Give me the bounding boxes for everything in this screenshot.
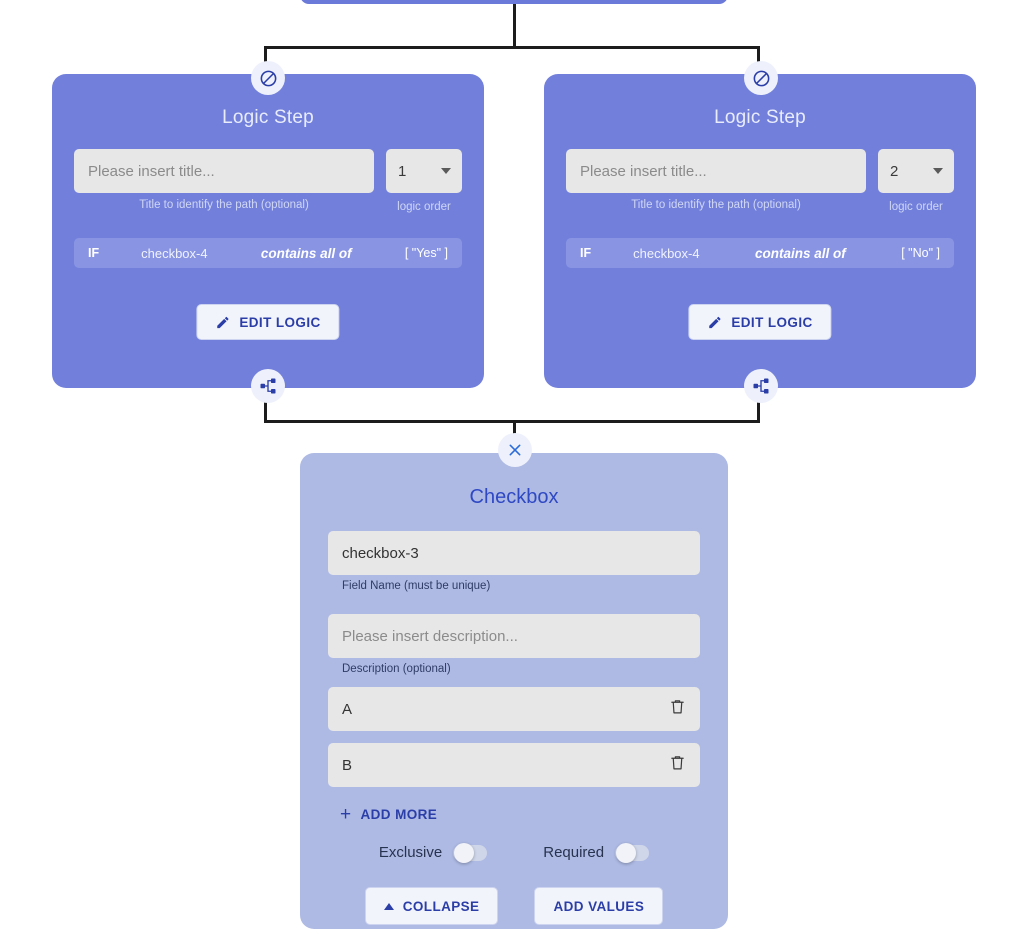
logic-step-card-1[interactable] [52,74,484,388]
chevron-up-icon [384,903,394,910]
logic-order-value-2: 2 [890,162,899,180]
add-more-label: ADD MORE [360,807,438,822]
description-input[interactable] [328,614,700,658]
exclusive-toggle[interactable] [453,845,487,861]
connector-horizontal-top [264,46,760,49]
required-toggle-group[interactable] [543,844,649,861]
collapse-label: COLLAPSE [402,898,480,914]
logic-step-title-2: Logic Step [714,107,806,128]
add-values-label: ADD VALUES [553,898,645,914]
logic-step-card-2[interactable] [544,74,976,388]
toggle-knob [616,843,636,863]
chevron-down-icon [441,168,451,174]
option-row[interactable] [328,743,700,787]
condition-if-label-1: IF [88,246,100,261]
close-icon[interactable] [498,433,532,467]
block-icon[interactable] [744,61,778,95]
logic-order-select-2[interactable] [878,149,954,193]
toggle-knob [454,843,474,863]
connector-trunk [513,4,516,48]
add-values-button[interactable] [534,887,663,925]
logic-step-title-1: Logic Step [222,107,314,128]
checkbox-field-panel[interactable] [300,453,728,929]
logic-title-hint-2: Title to identify the path (optional) [631,199,801,211]
collapse-button[interactable] [365,887,499,925]
condition-if-label-2: IF [580,246,592,261]
condition-field-2: checkbox-4 [633,245,700,261]
pencil-icon [215,315,230,330]
condition-field-1: checkbox-4 [141,245,208,261]
pencil-icon [707,315,722,330]
edit-logic-label-1: EDIT LOGIC [239,314,321,330]
chevron-down-icon [933,168,943,174]
condition-operator-2: contains all of [755,245,846,261]
logic-title-input-1[interactable] [74,149,374,193]
edit-logic-button-1[interactable] [196,304,339,340]
required-toggle[interactable] [615,845,649,861]
trash-icon[interactable] [669,754,686,776]
connector-horizontal-bottom [264,420,760,423]
exclusive-label: Exclusive [378,844,443,861]
logic-order-value-1: 1 [398,162,407,180]
condition-value-1: [ "Yes" ] [404,246,448,261]
field-name-input[interactable] [328,531,700,575]
branch-icon[interactable] [251,369,285,403]
description-hint: Description (optional) [342,663,451,675]
exclusive-toggle-group[interactable] [379,844,487,861]
logic-title-input-2[interactable] [566,149,866,193]
option-row[interactable] [328,687,700,731]
option-value-input-2[interactable] [328,743,700,787]
edit-logic-button-2[interactable] [688,304,831,340]
required-label: Required [543,844,605,861]
option-value-input-1[interactable] [328,687,700,731]
field-name-hint: Field Name (must be unique) [342,580,491,592]
condition-operator-1: contains all of [260,245,352,261]
logic-order-hint-2: logic order [889,201,943,213]
logic-title-hint-1: Title to identify the path (optional) [139,199,309,211]
logic-order-select-1[interactable] [386,149,462,193]
checkbox-panel-title: Checkbox [469,486,559,508]
branch-icon[interactable] [744,369,778,403]
block-icon[interactable] [251,61,285,95]
logic-order-hint-1: logic order [397,201,451,213]
trash-icon[interactable] [669,698,686,720]
add-more-button[interactable] [328,805,700,824]
plus-icon: + [340,804,352,825]
edit-logic-label-2: EDIT LOGIC [731,314,813,330]
condition-bar-2[interactable] [566,238,954,268]
condition-bar-1[interactable] [74,238,462,268]
condition-value-2: [ "No" ] [901,246,940,261]
